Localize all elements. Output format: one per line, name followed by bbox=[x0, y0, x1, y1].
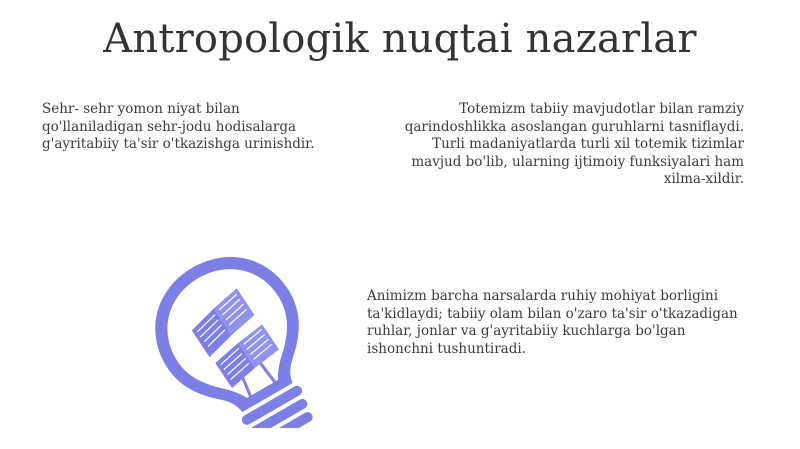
magic-text-block: Sehr- sehr yomon niyat bilan qo'llaniladigan sehr-jodu hodisalarga g'ayritabiiy ta'sir o'tkazishga urinishdir. bbox=[42, 101, 315, 152]
lightbulb-with-book-icon bbox=[96, 248, 321, 428]
animism-text-block: Animizm barcha narsalarda ruhiy mohiyat borligini ta'kidlaydi; tabiiy olam bilan o'zaro ta'sir o'tkazadigan ruhlar, jonlar va g'ayritabiiy kuchlarga bo'lgan ishonchni tushuntiradi. bbox=[367, 288, 738, 357]
slide-title: Antropologik nuqtai nazarlar bbox=[103, 16, 697, 62]
totemism-text-block: Totemizm tabiiy mavjudotlar bilan ramziy qarindoshlikka asoslangan guruhlarni tasniflaydi. Turli madaniyatlarda turli xil totemik tizimlar mavjud bo'lib, ularning ijtimoiy funksiyalari ham xilma-xildir. bbox=[404, 101, 744, 187]
